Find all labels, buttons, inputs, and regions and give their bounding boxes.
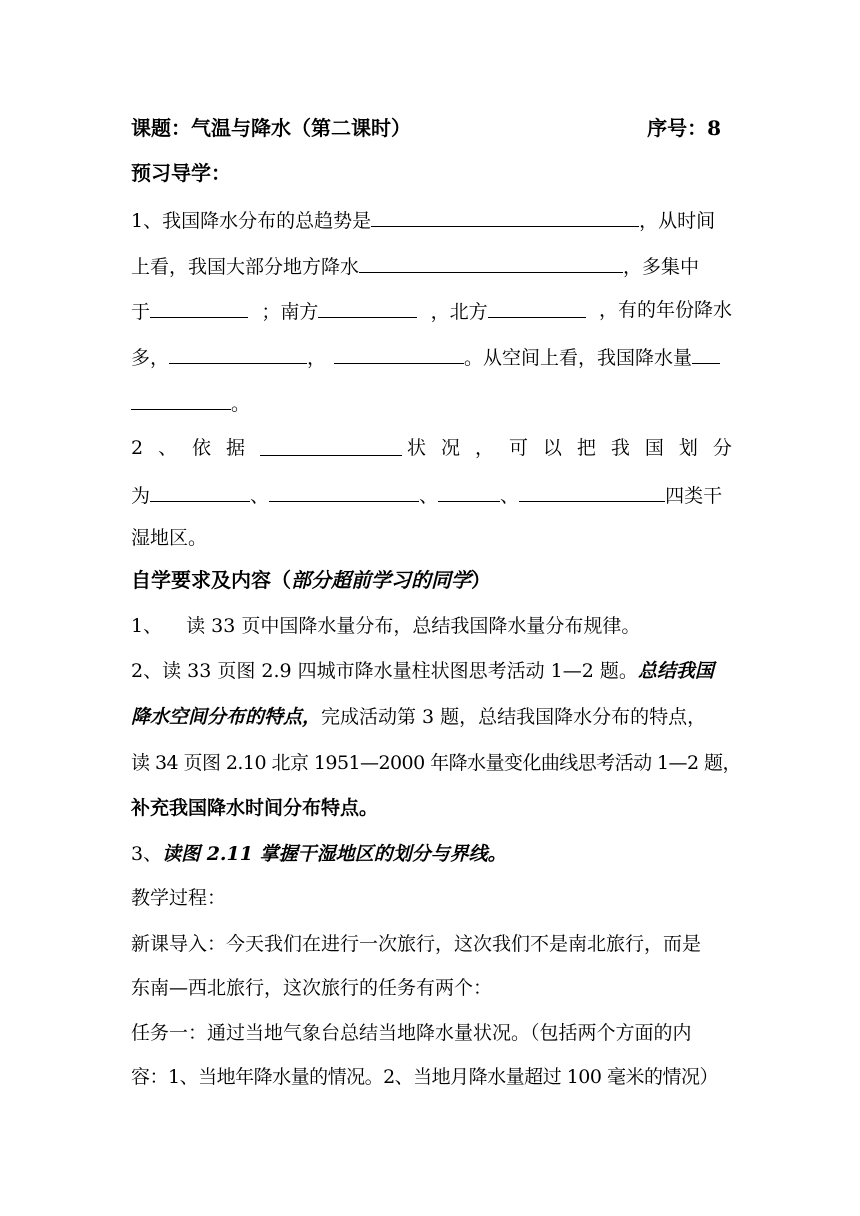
fill-blank <box>150 482 250 502</box>
q2-text: 、 <box>500 485 520 507</box>
q2-char: ， <box>474 437 494 459</box>
q2-char: 分 <box>712 437 732 459</box>
self-study-item-2-line-4: 补充我国降水时间分布特点。 <box>131 797 379 819</box>
q2-char: 依 <box>192 437 212 459</box>
self-study-item-1 <box>131 614 732 638</box>
self-study-item-2-line-1 <box>131 659 732 683</box>
fill-blank <box>260 436 402 456</box>
q1-line-4 <box>131 344 732 370</box>
q2-char: 2 <box>131 437 144 459</box>
q2-char: 况 <box>440 437 460 459</box>
self-study-item-3 <box>131 842 732 866</box>
q2-char: 可 <box>508 437 528 459</box>
q2-char: 状 <box>406 437 426 459</box>
fill-blank <box>169 344 307 364</box>
q1-text: 多， <box>131 347 170 369</box>
fill-blank <box>438 482 500 502</box>
q1-text: 于 <box>131 301 151 323</box>
teaching-heading: 教学过程： <box>131 887 227 909</box>
fill-blank <box>488 298 586 318</box>
intro-line-2: 东南—西北旅行，这次旅行的任务有两个： <box>131 977 493 999</box>
self-study-item-2-line-2 <box>131 705 732 729</box>
q2-line-2 <box>131 482 732 508</box>
heading-text: ） <box>471 568 491 592</box>
q1-text: ， <box>307 347 327 369</box>
item-text: 完成活动第 3 题，总结我国降水分布的特点， <box>321 706 707 728</box>
q2-char: 以 <box>542 437 562 459</box>
item-emphasis: 读图 2.11 掌握干湿地区的划分与界线。 <box>162 843 507 865</box>
q1-text: ；南方 <box>261 301 319 323</box>
preview-heading: 预习导学： <box>131 161 231 185</box>
q2-text: 为 <box>131 485 151 507</box>
task1-line-2: 容：1、当地年降水量的情况。2、当地月降水量超过 100 毫米的情况） <box>131 1066 719 1088</box>
q2-char: 、 <box>158 437 178 459</box>
fill-blank <box>692 344 720 364</box>
self-study-item-2-line-3: 读 34 页图 2.10 北京 1951—2000 年降水量变化曲线思考活动 1—2 题， <box>131 752 741 774</box>
task1-line-1: 任务一：通过当地气象台总结当地降水量状况。（包括两个方面的内 <box>131 1022 692 1044</box>
fill-blank <box>150 298 248 318</box>
q2-char: 据 <box>226 437 246 459</box>
fill-blank <box>131 390 231 410</box>
title-row <box>131 116 732 140</box>
q2-char: 划 <box>678 437 698 459</box>
item-emphasis: 降水空间分布的特点， <box>131 706 322 728</box>
intro-line-1: 新课导入：今天我们在进行一次旅行，这次我们不是南北旅行，而是 <box>131 933 702 955</box>
q1-text: ，有的年份降水 <box>598 299 732 321</box>
q2-char: 把 <box>576 437 596 459</box>
q2-line-1 <box>131 436 732 460</box>
fill-blank <box>519 482 665 502</box>
q1-line-2 <box>131 253 732 279</box>
fill-blank <box>371 207 639 227</box>
q2-char: 国 <box>644 437 664 459</box>
item-emphasis: 总结我国 <box>637 660 714 682</box>
q2-char: 我 <box>610 437 630 459</box>
q1-line-3 <box>131 298 732 324</box>
serial-number: 序号：8 <box>647 116 721 140</box>
self-study-heading <box>131 568 732 592</box>
q1-text: 1、我国降水分布的总趋势是 <box>131 210 372 232</box>
q1-text: 上看，我国大部分地方降水 <box>131 256 360 278</box>
fill-blank <box>359 253 623 273</box>
heading-italic-text: 部分超前学习的同学 <box>291 568 471 592</box>
q1-text: ，多集中 <box>623 256 700 278</box>
fill-blank <box>318 298 417 318</box>
q1-line-1 <box>131 207 732 233</box>
fill-blank <box>269 482 419 502</box>
q2-text: 四类干 <box>665 485 723 507</box>
item-text: 2、读 33 页图 2.9 四城市降水量柱状图思考活动 1—2 题。 <box>131 660 638 682</box>
item-number: 1、 <box>131 615 163 637</box>
item-text: 读 33 页中国降水量分布，总结我国降水量分布规律。 <box>186 615 641 637</box>
lesson-title: 课题：气温与降水（第二课时） <box>131 116 411 140</box>
q2-text: 、 <box>250 485 270 507</box>
heading-text: 自学要求及内容（ <box>131 568 291 592</box>
q1-line-5 <box>131 390 732 416</box>
q2-text: 、 <box>419 485 439 507</box>
q1-text: 。 <box>231 393 251 415</box>
q1-text: 。从空间上看，我国降水量 <box>464 347 693 369</box>
q1-text: ，北方 <box>430 301 488 323</box>
q1-text: ，从时间 <box>639 210 716 232</box>
item-number: 3、 <box>131 843 163 865</box>
q2-line-3: 湿地区。 <box>131 527 208 549</box>
fill-blank <box>334 344 464 364</box>
